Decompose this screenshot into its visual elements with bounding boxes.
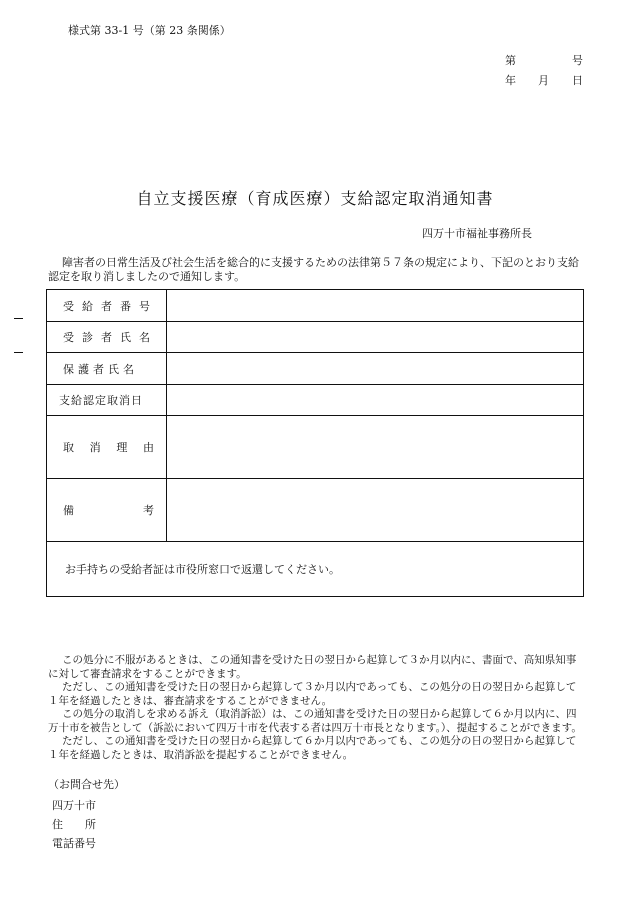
table-row <box>47 542 583 596</box>
form-number: 様式第 33-1 号（第 23 条関係） <box>68 24 231 37</box>
appeal-paragraph: ただし、この通知書を受けた日の翌日から起算して６か月以内であっても、この処分の日の翌日から起算して１年を経過したときは、取消訴訟を提起することができません。 <box>48 735 577 761</box>
cancel-date-field[interactable] <box>167 385 583 415</box>
table-row <box>47 322 583 353</box>
patient-name-label: 受診者氏名 <box>47 322 167 352</box>
contact-phone-label: 電話番号 <box>52 837 96 850</box>
contact-address-label: 住 所 <box>52 818 96 831</box>
recipient-number-field[interactable] <box>167 290 583 321</box>
margin-tick-mark <box>14 318 23 319</box>
details-table <box>46 289 584 597</box>
remarks-field[interactable] <box>167 479 583 541</box>
appeal-paragraph: ただし、この通知書を受けた日の翌日から起算して３か月以内であっても、この処分の日の翌日から起算して１年を経過したときは、審査請求をすることができません。 <box>48 681 577 707</box>
margin-tick-mark <box>14 352 23 353</box>
table-row <box>47 385 583 416</box>
cancel-reason-field[interactable] <box>167 416 583 478</box>
table-row <box>47 290 583 322</box>
guardian-name-field[interactable] <box>167 353 583 384</box>
appeal-instructions <box>48 654 582 762</box>
appeal-paragraph: この処分の取消しを求める訴え（取消訴訟）は、この通知書を受けた日の翌日から起算して６か月以内に、四万十市を被告として（訴訟において四万十市を代表する者は四万十市長となります。）、提起することができます。 <box>48 708 582 734</box>
contact-heading: （お問合せ先） <box>48 778 125 791</box>
recipient-number-label: 受給者番号 <box>47 290 167 321</box>
number-label-left: 第 <box>505 54 516 67</box>
number-label-right: 号 <box>572 54 583 67</box>
issuer-name: 四万十市福祉事務所長 <box>422 227 532 240</box>
table-row <box>47 416 583 479</box>
contact-org: 四万十市 <box>52 799 96 812</box>
patient-name-field[interactable] <box>167 322 583 352</box>
remarks-label: 備 考 <box>47 479 167 541</box>
guardian-name-label: 保護者氏名 <box>47 353 167 384</box>
cancel-reason-label: 取 消 理 由 <box>47 416 167 478</box>
intro-paragraph: 障害者の日常生活及び社会生活を総合的に支援するための法律第５７条の規定により、下記のとおり支給認定を取り消しましたので通知します。 <box>48 256 579 283</box>
date-month-label: 月 <box>538 74 549 87</box>
date-year-label: 年 <box>505 74 516 87</box>
document-title: 自立支援医療（育成医療）支給認定取消通知書 <box>136 189 494 208</box>
table-row <box>47 353 583 385</box>
cancel-date-label: 支給認定取消日 <box>47 385 167 415</box>
appeal-paragraph: この処分に不服があるときは、この通知書を受けた日の翌日から起算して３か月以内に、書面で、高知県知事に対して審査請求をすることができます。 <box>48 654 577 680</box>
table-row <box>47 479 583 542</box>
return-card-notice: お手持ちの受給者証は市役所窓口で返還してください。 <box>65 563 340 576</box>
date-day-label: 日 <box>572 74 583 87</box>
